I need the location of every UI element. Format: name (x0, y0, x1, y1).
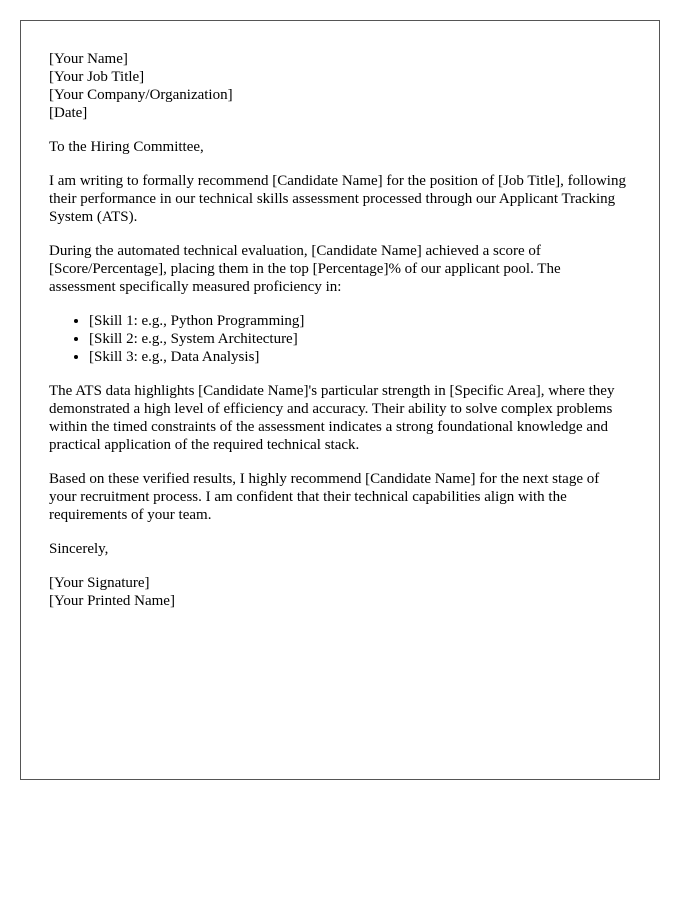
letter-page (20, 20, 660, 780)
skills-list (49, 312, 629, 366)
sender-block (49, 50, 629, 122)
skill-item-2: • [Skill 2: e.g., System Architecture] (89, 330, 629, 348)
signature-block (49, 574, 629, 610)
skill-item-1: • [Skill 1: e.g., Python Programming] (89, 312, 629, 330)
closing: Sincerely, (49, 541, 109, 557)
letter-date: [Date] (49, 105, 88, 121)
body-paragraph-2: During the automated technical evaluation, [Candidate Name] achieved a score of [Score/Percentage], placing them in the top [Percentage]% of our applicant pool. The assessment specifically measured proficiency in: (49, 243, 561, 295)
sender-name: [Your Name] (49, 51, 128, 67)
sender-job-title: [Your Job Title] (49, 69, 145, 85)
body-paragraph-3: The ATS data highlights [Candidate Name]'s particular strength in [Specific Area], where they demonstrated a high level of efficiency and accuracy. Their ability to solve complex problems within the timed constraints of the assessment indicates a strong foundational knowledge and practical application of the required technical stack. (49, 383, 615, 453)
skill-item-3: • [Skill 3: e.g., Data Analysis] (89, 348, 629, 366)
body-paragraph-1: I am writing to formally recommend [Candidate Name] for the position of [Job Title], following their performance in our technical skills assessment processed through our Applicant Tracking System (ATS). (49, 173, 626, 225)
printed-name: [Your Printed Name] (49, 593, 175, 609)
body-paragraph-4: Based on these verified results, I highly recommend [Candidate Name] for the next stage of your recruitment process. I am confident that their technical capabilities align with the requirements of your team. (49, 471, 600, 523)
sender-company: [Your Company/Organization] (49, 87, 233, 103)
signature-line: [Your Signature] (49, 575, 150, 591)
salutation: To the Hiring Committee, (49, 139, 204, 155)
letter-content (49, 50, 629, 610)
